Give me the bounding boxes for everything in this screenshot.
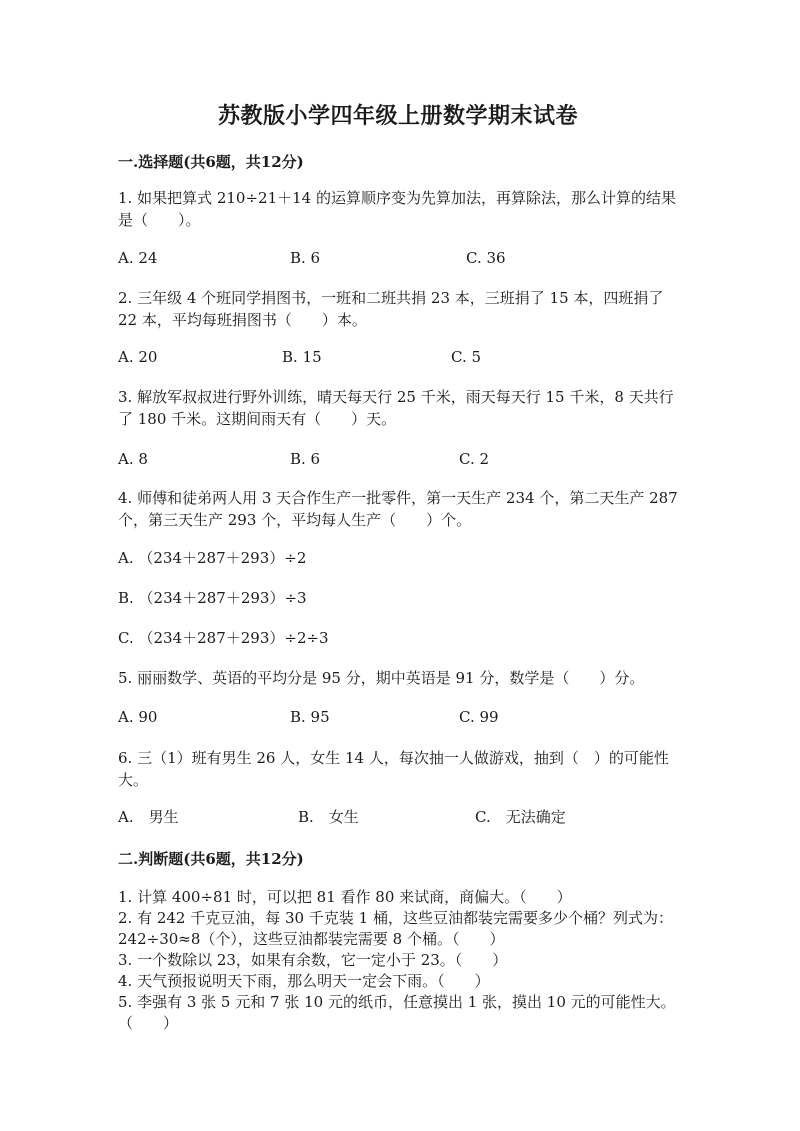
option-b: B. 15 bbox=[282, 348, 322, 366]
option-a: A. 男生 bbox=[118, 808, 179, 826]
option-b: B. 女生 bbox=[298, 808, 359, 826]
options-question-1 bbox=[118, 247, 678, 269]
option-b: B. 6 bbox=[290, 450, 321, 468]
option-c: C. 36 bbox=[466, 249, 506, 267]
option-c: C. 99 bbox=[459, 708, 499, 726]
question-2: 2. 三年级 4 个班同学捐图书，一班和二班共捐 23 本，三班捐了 15 本，四班捐了 22 本，平均每班捐图书（ ）本。 bbox=[118, 289, 664, 329]
options-question-6 bbox=[118, 806, 678, 828]
option-c: C. 无法确定 bbox=[475, 808, 566, 826]
option-a: A. 90 bbox=[118, 708, 158, 726]
option-a: A. 24 bbox=[118, 249, 158, 267]
judgment-item-3: 3. 一个数除以 23，如果有余数，它一定小于 23。（ ） bbox=[118, 951, 508, 969]
question-3: 3. 解放军叔叔进行野外训练，晴天每天行 25 千米，雨天每天行 15 千米，8 天共行了 180 千米。这期间雨天有（ ）天。 bbox=[118, 388, 674, 428]
options-question-5 bbox=[118, 706, 678, 728]
judgment-item-4: 4. 天气预报说明天下雨，那么明天一定会下雨。（ ） bbox=[118, 972, 490, 990]
option-a: A. （234＋287＋293）÷2 bbox=[118, 549, 307, 567]
option-b: B. 95 bbox=[290, 708, 330, 726]
option-b: B. 6 bbox=[290, 249, 321, 267]
exam-title: 苏教版小学四年级上册数学期末试卷 bbox=[217, 103, 578, 129]
question-5: 5. 丽丽数学、英语的平均分是 95 分，期中英语是 91 分，数学是（ ）分。 bbox=[118, 669, 645, 687]
judgment-item-5: 5. 李强有 3 张 5 元和 7 张 10 元的纸币，任意摸出 1 张，摸出 10 元的可能性大。 （ ） bbox=[118, 993, 699, 1032]
option-c: C. 5 bbox=[451, 348, 482, 366]
options-question-2 bbox=[118, 346, 678, 368]
section-heading-choice: 一.选择题(共6题，共12分) bbox=[118, 153, 304, 171]
option-b: B. （234＋287＋293）÷3 bbox=[118, 589, 307, 607]
option-c: C. （234＋287＋293）÷2÷3 bbox=[118, 629, 329, 647]
question-6: 6. 三（1）班有男生 26 人，女生 14 人，每次抽一人做游戏，抽到（ ）的可能性大。 bbox=[118, 749, 669, 789]
options-question-3 bbox=[118, 448, 678, 470]
judgment-item-1: 1. 计算 400÷81 时，可以把 81 看作 80 来试商，商偏大。（ ） bbox=[118, 888, 572, 906]
question-1: 1. 如果把算式 210÷21＋14 的运算顺序变为先算加法，再算除法，那么计算的结果是（ ）。 bbox=[118, 189, 676, 229]
option-a: A. 20 bbox=[118, 348, 158, 366]
judgment-item-2: 2. 有 242 千克豆油，每 30 千克装 1 桶，这些豆油都装完需要多少个桶？列式为：242÷30≈8（个），这些豆油都装完需要 8 个桶。（ ） bbox=[118, 909, 673, 948]
question-4: 4. 师傅和徒弟两人用 3 天合作生产一批零件，第一天生产 234 个，第二天生产 287 个，第三天生产 293 个，平均每人生产（ ）个。 bbox=[118, 489, 678, 529]
option-c: C. 2 bbox=[459, 450, 490, 468]
option-a: A. 8 bbox=[118, 450, 148, 468]
section-heading-true-false: 二.判断题(共6题，共12分) bbox=[118, 850, 304, 868]
